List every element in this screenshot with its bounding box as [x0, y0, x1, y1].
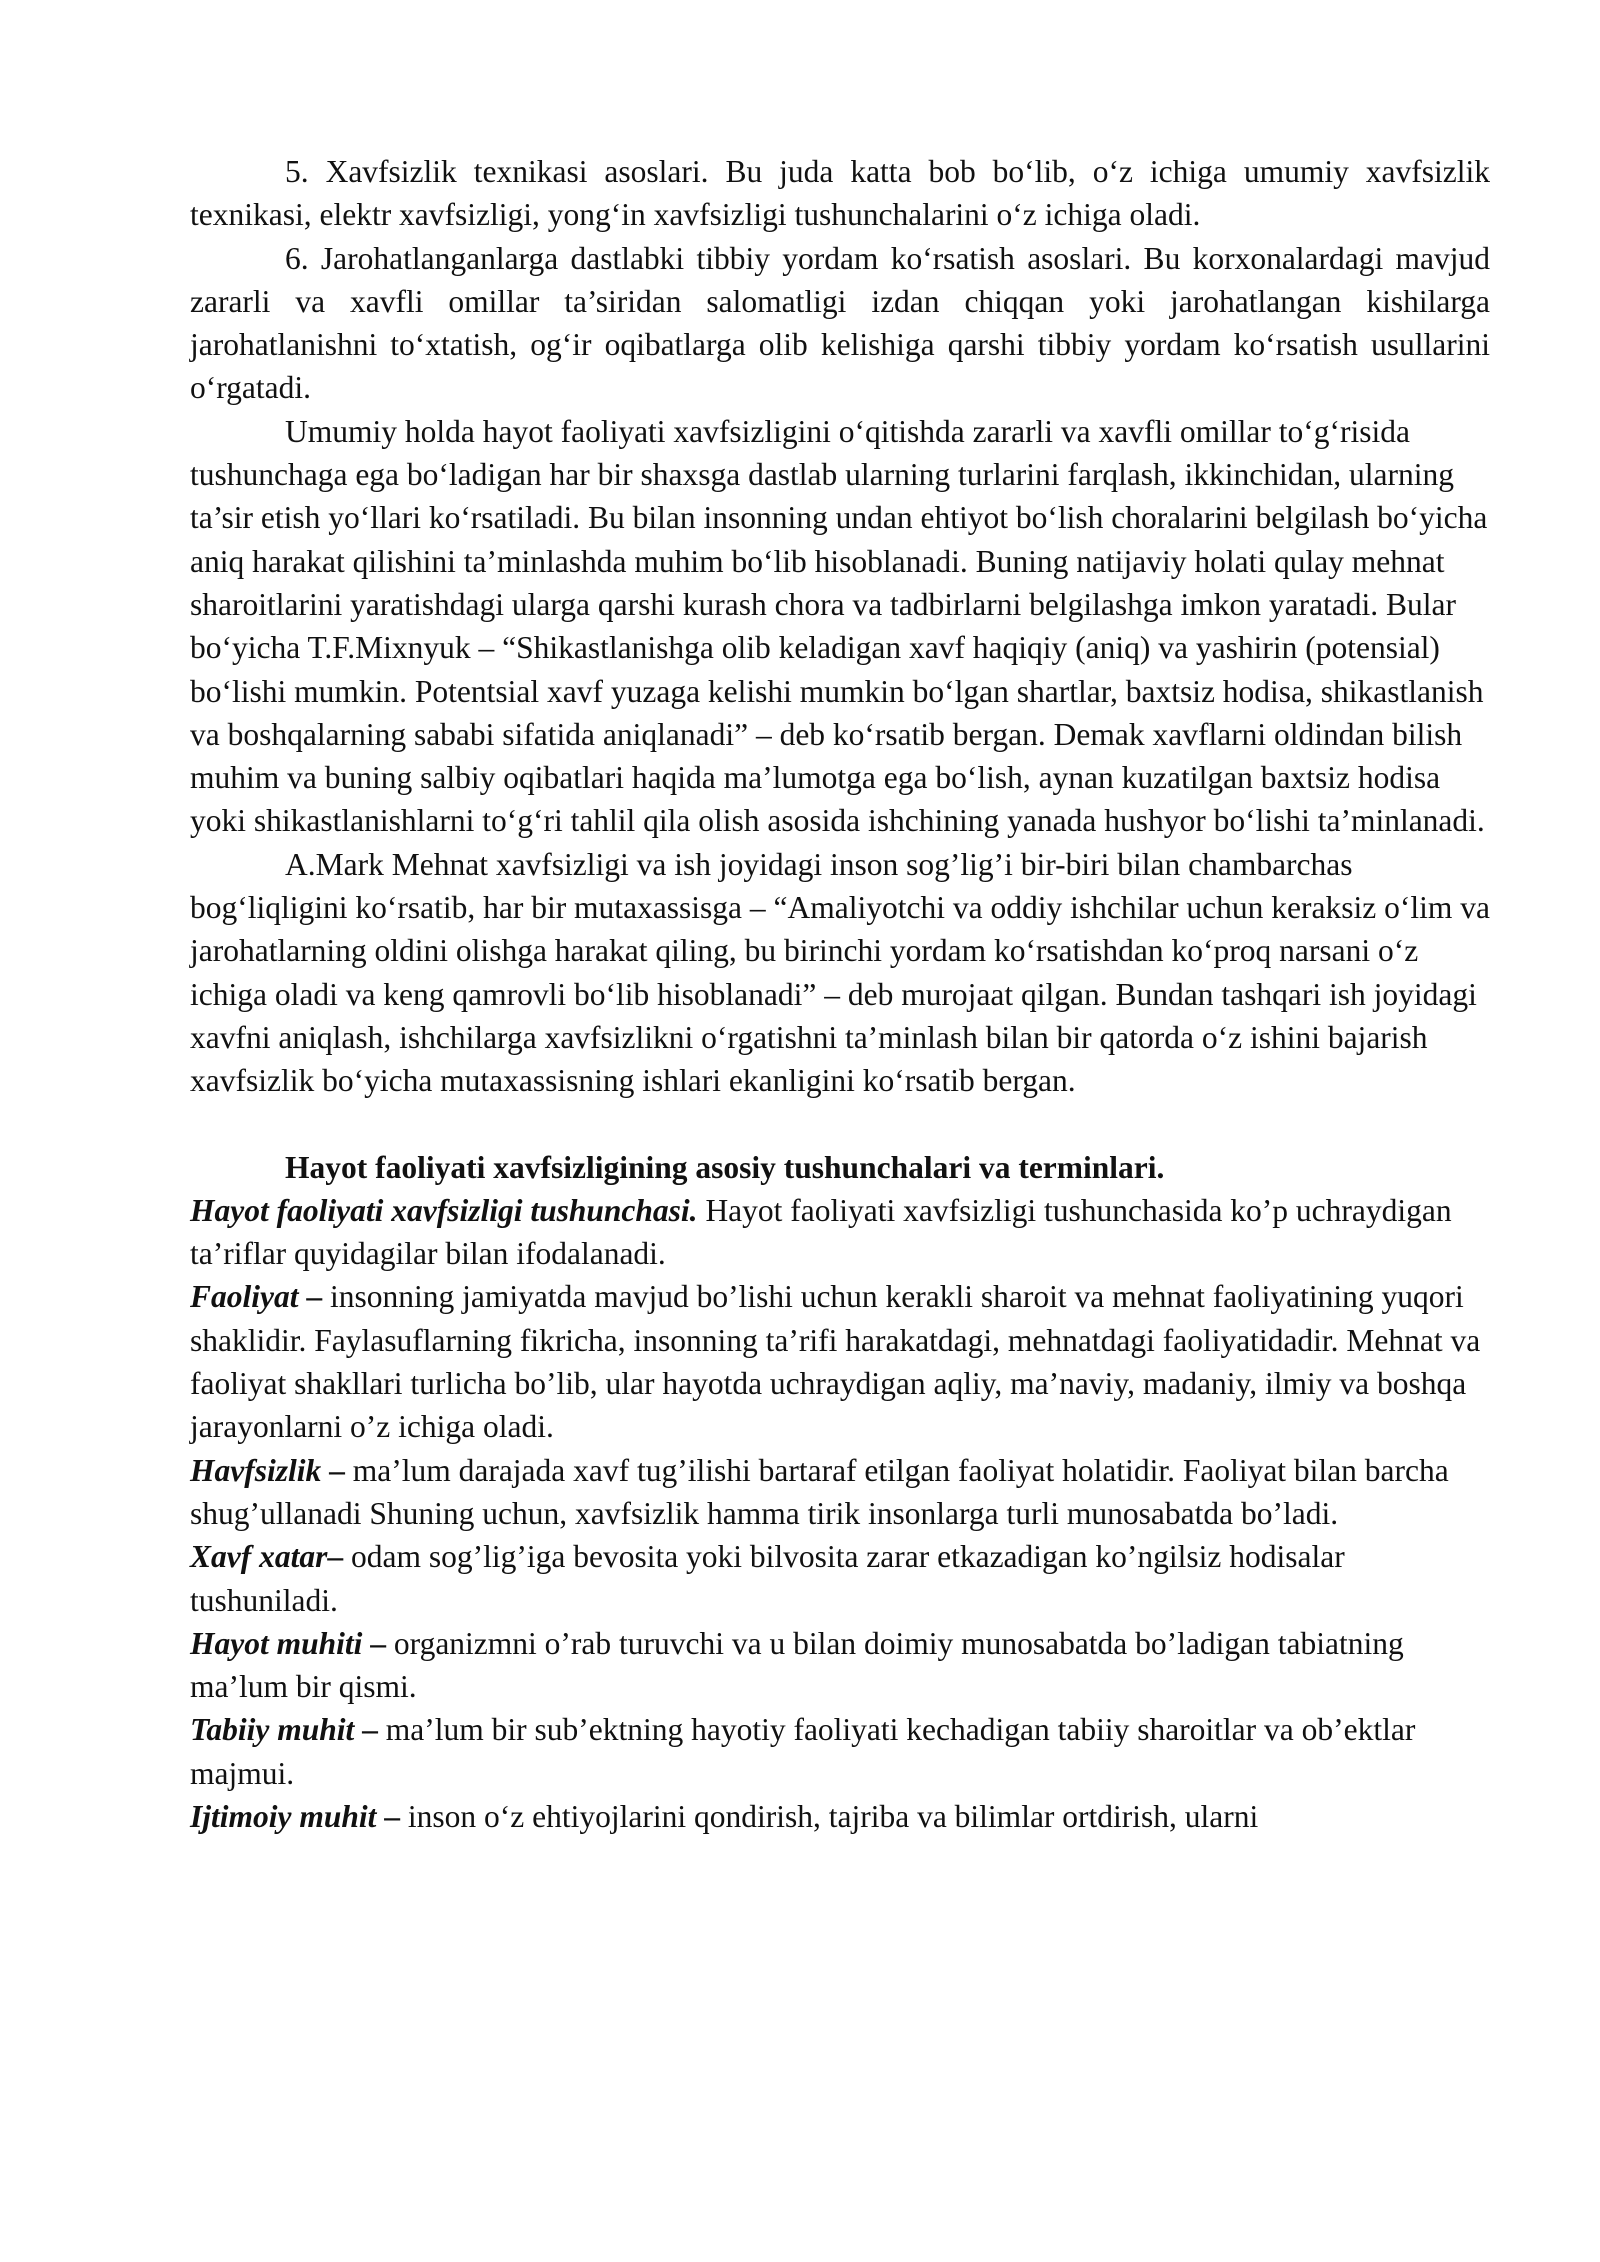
- definition-term: Ijtimoiy muhit: [190, 1798, 377, 1834]
- definition-term: Hayot faoliyati xavfsizligi tushunchasi.: [190, 1192, 698, 1228]
- definition-dash: –: [354, 1712, 378, 1748]
- definition-dash: –: [362, 1625, 387, 1661]
- definition-term: Havfsizlik: [190, 1452, 322, 1488]
- section-heading: Hayot faoliyati xavfsizligining asosiy tushunchalari va terminlari.: [285, 1149, 1165, 1185]
- definition-text: organizmni o’rab turuvchi va u bilan doimiy munosabatda bo’ladigan tabiatning ma’lum bir qismi.: [190, 1625, 1404, 1705]
- definition-text: inson o‘z ehtiyojlarini qondirish, tajriba va bilimlar ortdirish, ularni: [400, 1798, 1259, 1834]
- definition-item: [190, 1275, 1490, 1448]
- definition-item: [190, 1535, 1490, 1622]
- definition-term: Faoliyat: [190, 1279, 299, 1315]
- definition-text: Hayot faoliyati xavfsizligi tushunchasida ko’p uchraydigan ta’riflar quyidagilar bilan ifodalanadi.: [190, 1192, 1452, 1272]
- paragraph-item-5: 5. Xavfsizlik texnikasi asoslari. Bu juda katta bob bo‘lib, o‘z ichiga umumiy xavfsizlik texnikasi, elektr xavfsizligi, yong‘in xavfsizligi tushunchalarini o‘z ichiga oladi.: [190, 154, 1490, 233]
- paragraph-general: Umumiy holda hayot faoliyati xavfsizligini o‘qitishda zararli va xavfli omillar to‘g‘risida tushunchaga ega bo‘ladigan har bir shaxsga dastlab ularning turlarini farqlash, ikkinchidan, ularning ta’sir etish yo‘llari ko‘rsatiladi. Bu bilan insonning undan ehtiyot bo‘lish choralarini belgilash bo‘yicha aniq harakat qilishini ta’minlashda muhim bo‘lib hisoblanadi. Buning natijaviy holati qulay mehnat sharoitlarini yaratishdagi ularga qarshi kurash chora va tadbirlarni belgilashga imkon yaratadi. Bular bo‘yicha T.F.Mixnyuk – “Shikastlanishga olib keladigan xavf haqiqiy (aniq) va yashirin (potensial) bo‘lishi mumkin. Potentsial xavf yuzaga kelishi mumkin bo‘lgan shartlar, baxtsiz hodisa, shikastlanish va boshqalarning sababi sifatida aniqlanadi” – deb ko‘rsatib bergan. Demak xavflarni oldindan bilish muhim va buning salbiy oqibatlari haqida ma’lumotga ega bo‘lish, aynan kuzatilgan baxtsiz hodisa yoki shikastlanishlarni to‘g‘ri tahlil qila olish asosida ishchining yanada hushyor bo‘lishi ta’minlanadi.: [190, 413, 1488, 839]
- definition-item: [190, 1189, 1490, 1276]
- blank-line: [190, 1103, 1490, 1146]
- definition-dash: –: [327, 1539, 344, 1575]
- definition-text: insonning jamiyatda mavjud bo’lishi uchun kerakli sharoit va mehnat faoliyatining yuqori shaklidir. Faylasuflarning fikricha, insonning ta’rifi harakatdagi, mehnatdagi faoliyatidadir. Mehnat va faoliyat shakllari turlicha bo’lib, ular hayotda uchraydigan aqliy, ma’naviy, madaniy, ilmiy va boshqa jarayonlarni o’z ichiga oladi.: [190, 1279, 1481, 1445]
- definition-item: [190, 1622, 1490, 1709]
- definition-item: [190, 1795, 1490, 1838]
- document-page: [190, 150, 1490, 1838]
- definition-dash: –: [321, 1452, 345, 1488]
- paragraph-amark: A.Mark Mehnat xavfsizligi va ish joyidagi inson sog’lig’i bir-biri bilan chambarchas bog‘liqligini ko‘rsatib, har bir mutaxassisga – “Amaliyotchi va oddiy ishchilar uchun keraksiz o‘lim va jarohatlarning oldini olishga harakat qiling, bu birinchi yordam ko‘rsatishdan ko‘proq narsani o‘z ichiga oladi va keng qamrovli bo‘lib hisoblanadi” – deb murojaat qilgan. Bundan tashqari ish joyidagi xavfni aniqlash, ishchilarga xavfsizlikni o‘rgatishni ta’minlash bilan bir qatorda o‘z ishini bajarish xavfsizlik bo‘yicha mutaxassisning ishlari ekanligini ko‘rsatib bergan.: [190, 846, 1490, 1099]
- definition-text: ma’lum darajada xavf tug’ilishi bartaraf etilgan faoliyat holatidir. Faoliyat bilan barcha shug’ullanadi Shuning uchun, xavfsizlik hamma tirik insonlarga turli munosabatda bo’ladi.: [190, 1452, 1449, 1531]
- definition-term: Hayot muhiti: [190, 1625, 363, 1661]
- definition-text: ma’lum bir sub’ektning hayotiy faoliyati kechadigan tabiiy sharoitlar va ob’ektlar majmui.: [190, 1712, 1416, 1791]
- definition-item: [190, 1708, 1490, 1795]
- definition-text: odam sog’lig’iga bevosita yoki bilvosita zarar etkazadigan ko’ngilsiz hodisalar tushuniladi.: [190, 1539, 1345, 1618]
- definition-dash: –: [298, 1279, 323, 1315]
- paragraph-item-6: 6. Jarohatlanganlarga dastlabki tibbiy yordam ko‘rsatish asoslari. Bu korxonalardagi mavjud zararli va xavfli omillar ta’siridan salomatligi izdan chiqqan yoki jarohatlangan kishilarga jarohatlanishni to‘xtatish, og‘ir oqibatlarga olib kelishiga qarshi tibbiy yordam ko‘rsatish usullarini o‘rgatadi.: [190, 240, 1490, 406]
- definition-dash: –: [376, 1798, 401, 1834]
- definition-term: Tabiiy muhit: [190, 1712, 355, 1748]
- definition-item: [190, 1449, 1490, 1536]
- definition-term: Xavf xatar: [190, 1539, 328, 1575]
